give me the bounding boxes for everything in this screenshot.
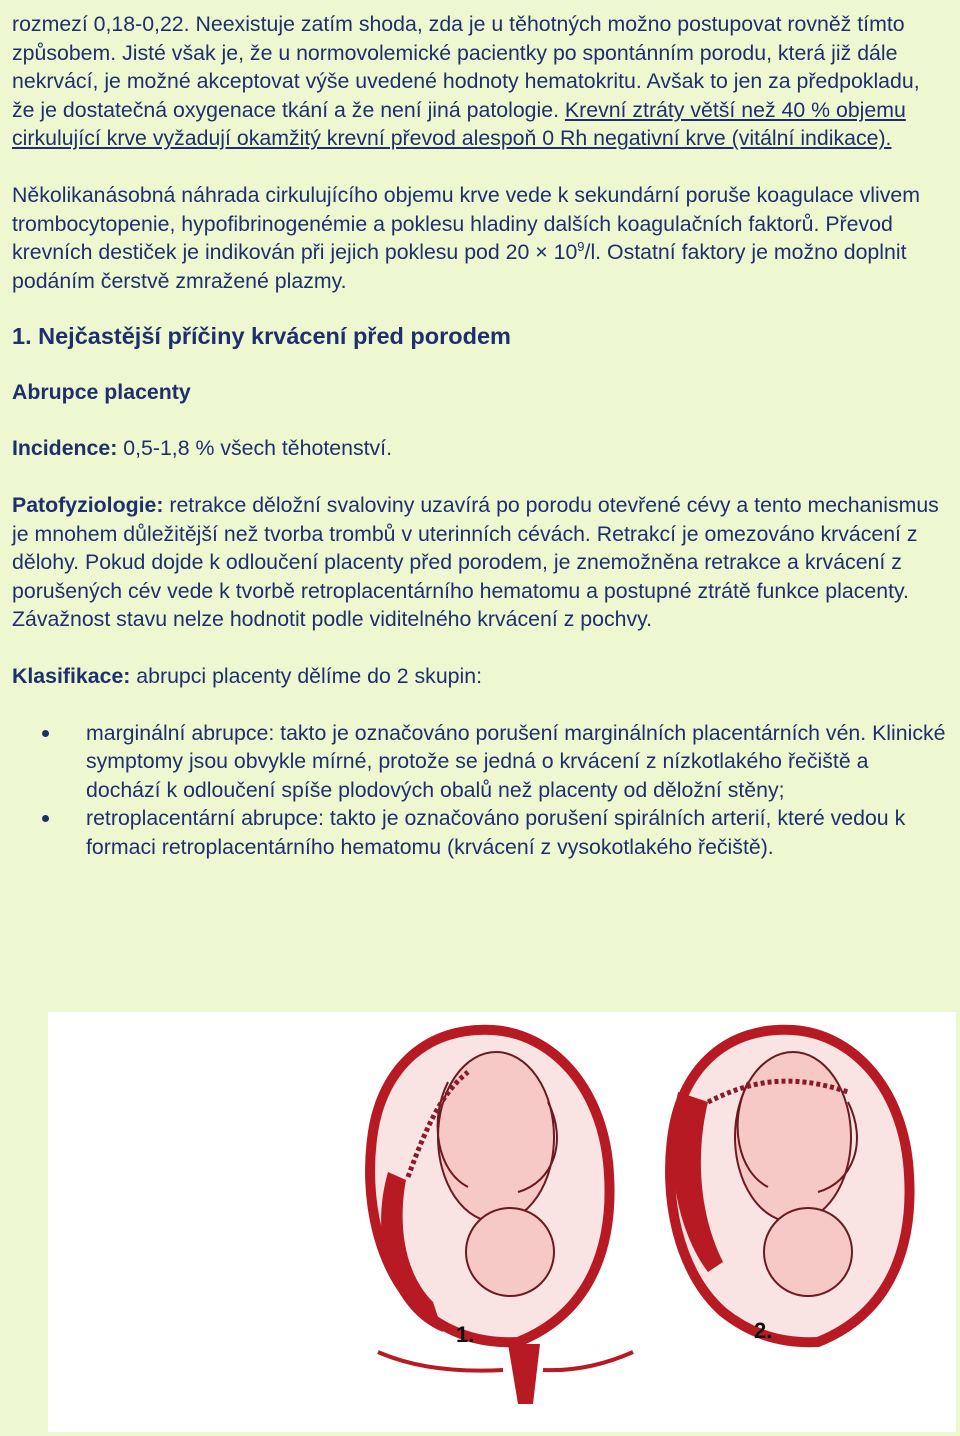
incidence-text: 0,5-1,8 % všech těhotenství. [117, 436, 392, 461]
list-item-text: retroplacentární abrupce: takto je označováno porušení spirálních arterií, které vedou k formaci retroplacentárního hematomu (krvácení z vysokotlakého řečiště). [86, 806, 906, 859]
paragraph-text: Několikanásobná náhrada cirkulujícího objemu krve vede k sekundární poruše koagulace vlivem trombocytopenie, hypofibrinogenémie a poklesu hladiny dalších koagulačních faktorů. Převod krevních destiček je indikován při jejich poklesu pod 20 × 10 [12, 182, 920, 265]
illustration-svg [48, 1012, 956, 1432]
paragraph-text-end: /l. Ostatní faktory je možno doplnit podáním čerstvě zmražené plazmy. [12, 240, 907, 293]
paragraph-klasifikace [12, 662, 948, 691]
bullet-icon [42, 730, 49, 737]
list-item-text: marginální abrupce: takto je označováno porušení marginálních placentárních vén. Klinické symptomy jsou obvykle mírné, protože se jedná o krvácení z nízkotlakého řečiště a dochází k odloučení spíše plodových obalů než placenty od děložní stěny; [86, 720, 946, 802]
fetus-body [438, 1052, 554, 1222]
abruption-illustration [48, 1012, 956, 1432]
list-item [12, 719, 948, 805]
uterus-diagram-1 [370, 1030, 633, 1404]
bullet-icon [42, 815, 49, 822]
patofyziologie-label: Patofyziologie: [12, 492, 164, 517]
paragraph-coagulation [12, 181, 948, 295]
figure-label-1: 1. [456, 1322, 475, 1347]
fetus-head [466, 1208, 554, 1296]
incidence-label: Incidence: [12, 436, 118, 461]
fetus-head [764, 1208, 852, 1296]
uterus-diagram-2 [670, 1030, 909, 1343]
paragraph-hematocrit [12, 10, 948, 153]
subsection-heading: Abrupce placenty [12, 380, 191, 405]
paragraph-patofyziologie [12, 491, 948, 634]
list-item [12, 804, 948, 861]
patofyziologie-text: retrakce děložní svaloviny uzavírá po porodu otevřené cévy a tento mechanismus je mnohem důležitější než tvorba trombů v uterinních cévách. Retrakcí je omezováno krvácení z dělohy. Pokud dojde k odloučení placenty před porodem, je znemožněna retrakce a krvácení z porušených cév vede k tvorbě retroplacentárního hematomu a postupné ztrátě funkce placenty. Závažnost stavu nelze hodnotit podle viditelného krvácení z pochvy. [12, 492, 939, 632]
paragraph-incidence [12, 434, 948, 463]
fetus-body [735, 1052, 851, 1222]
cervix [508, 1344, 540, 1404]
document-page [12, 10, 948, 861]
paragraph-text: rozmezí 0,18-0,22. Neexistuje zatím shoda, zda je u těhotných možno postupovat rovněž tímto způsobem. Jisté však je, že u normovolemické pacientky po spontánním porodu, která již dále nekrvácí, je možné akceptovat výše uvedené hodnoty hematokritu. Avšak to jen za předpokladu, že je dostatečná oxygenace tkání a že není jiná patologie. [12, 12, 920, 122]
figure-label-2: 2. [754, 1318, 773, 1343]
klasifikace-text: abrupci placenty dělíme do 2 skupin: [130, 663, 482, 688]
superscript: 9 [577, 239, 585, 255]
classification-list [12, 719, 948, 862]
underlined-text: Krevní ztráty větší než 40 % objemu cirkulující krve vyžadují okamžitý krevní převod alespoň 0 Rh negativní krve (vitální indikace). [12, 97, 906, 151]
klasifikace-label: Klasifikace: [12, 663, 131, 688]
section-heading: 1. Nejčastější příčiny krvácení před porodem [12, 323, 511, 350]
